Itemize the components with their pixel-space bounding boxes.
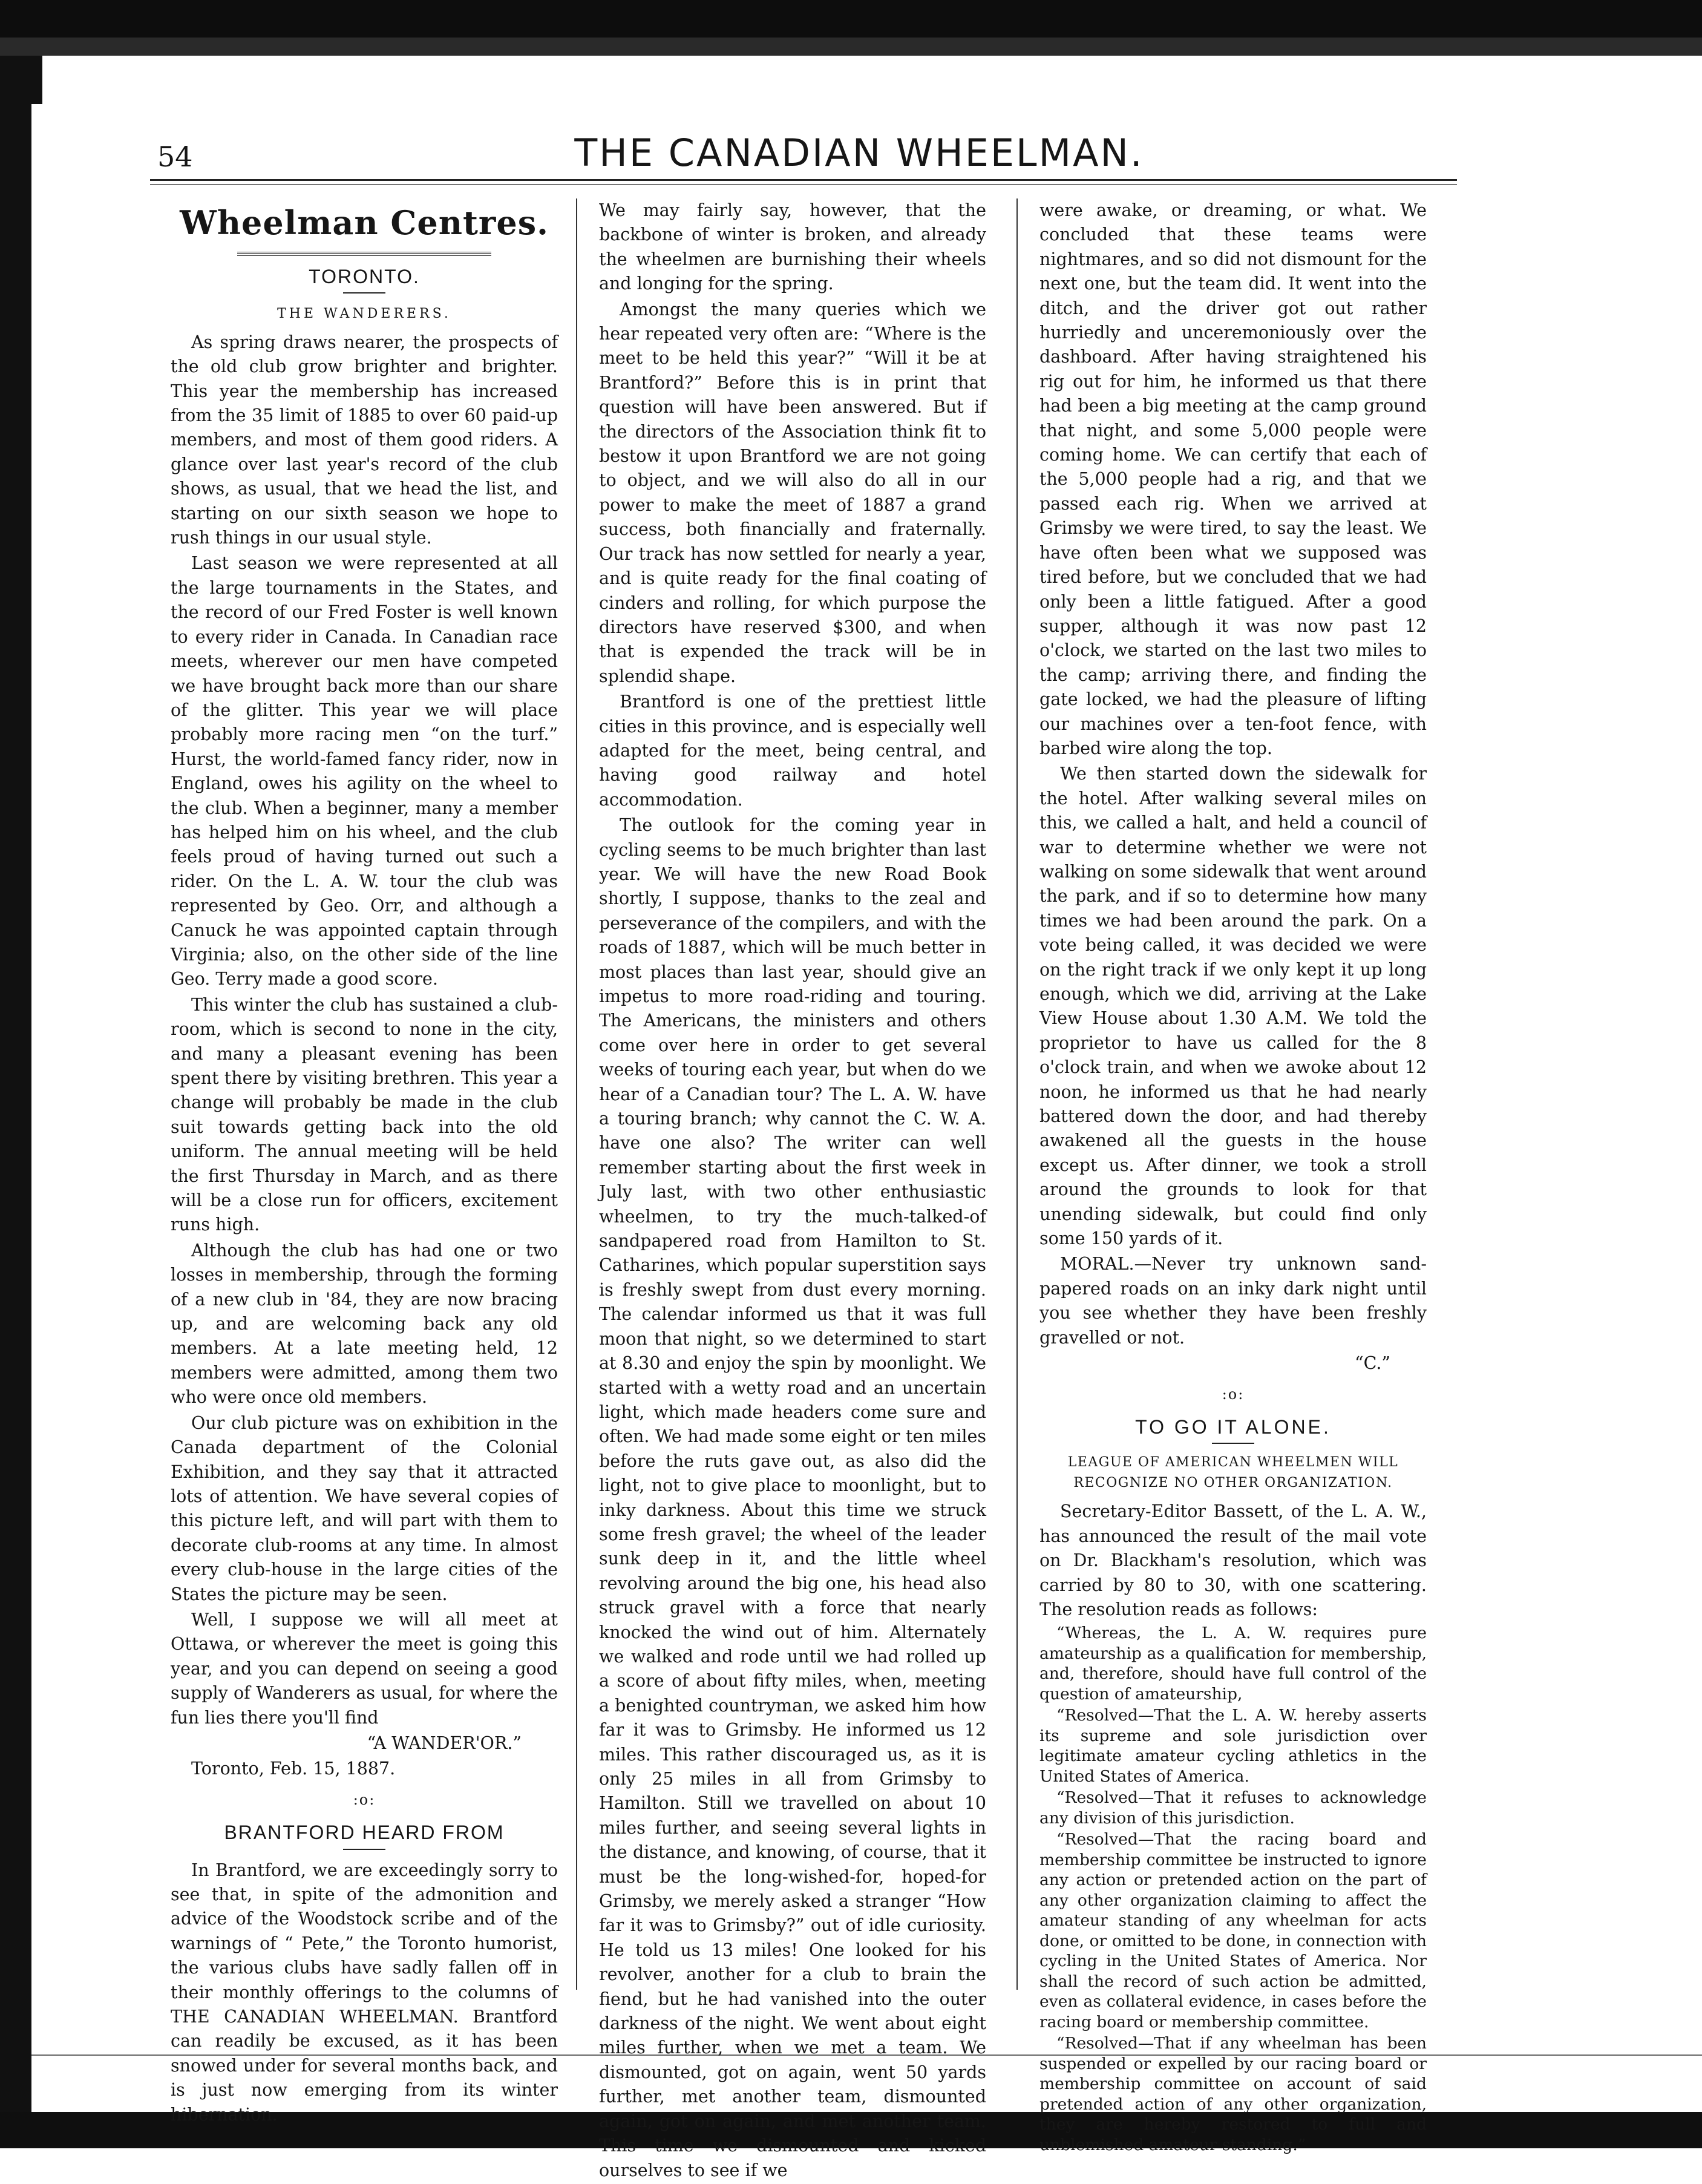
signature: “A WANDER'OR.”	[367, 1733, 522, 1753]
column-2	[599, 198, 986, 2184]
subhead-toronto: TORONTO.	[309, 266, 420, 287]
resolution-clause: “Resolved—That the racing board and membership committee be instructed to ignore any action or pretended action on the part of any other organization claiming to affect the amateur standing of any wheelman for acts done, or omitted to be done, in connection with cycling in the United States of America. Nor shall the record of such action be admitted, even as collateral evidence, in cases before the racing board or membership committee.	[1039, 1830, 1427, 2032]
column-divider	[1016, 198, 1018, 1990]
paragraph: This winter the club has sustained a club-room, which is second to none in the city, and many a pleasant evening has been spent there by visiting brethren. This year a change will probably be made in the club suit towards getting back into the old uniform. The annual meeting will be held the first Thursday in March, and as there will be a close run for officers, excitement runs high.	[171, 994, 558, 1235]
paragraph: Brantford is one of the prettiest little cities in this province, and is especially well adapted for the meet, being central, and having good railway and hotel accommodation.	[599, 692, 986, 810]
paragraph: Secretary-Editor Bassett, of the L. A. W., has announced the result of the mail vote on Dr. Blackham's resolution, which was carried by 80 to 30, with one scattering. The resolution reads as follows:	[1039, 1501, 1427, 1619]
column-1	[171, 198, 558, 2128]
dateline: Toronto, Feb. 15, 1887.	[191, 1759, 396, 1779]
column-divider	[576, 198, 577, 1990]
paragraph-text: In Brantford, we are exceedingly sorry to see that, in spite of the admonition and advice of the Woodstock scribe and of the warnings of “ Pete,” the Toronto humorist, the various clubs have sadly fallen off in their monthly offerings to the columns of	[171, 1860, 558, 2002]
paragraph: As spring draws nearer, the prospects of the old club grow brighter and brighter. This year the membership has increased from the 35 limit of 1885 to over 60 paid-up members, and most of them good riders. A glance over last year's record of the club shows, as usual, that we head the list, and starting on our sixth season we hope to rush things in our usual style.	[171, 332, 558, 548]
running-head-title: THE CANADIAN WHEELMAN.	[574, 131, 1144, 175]
section-divider: :o:	[353, 1791, 376, 1808]
section-divider: :o:	[1222, 1385, 1245, 1403]
short-rule	[343, 1849, 385, 1850]
resolution-block	[1039, 1623, 1427, 2155]
paragraph: The outlook for the coming year in cycling seems to be much brighter than last year. We will have the new Road Book shortly, I suppose, thanks to the zeal and perseverance of the compilers, and with the roads of 1887, which will be much better in most places than last year, should give an impetus to more road-riding and touring. The Americans, the ministers and others come over here in order to get several weeks of touring each year, but when do we hear of a Canadian tour? The L. A. W. have a touring branch; why cannot the C. W. A. have one also? The writer can well remember starting about the first week in July last, with two other enthusiastic wheelmen, to try the much-talked-of sandpapered road from Hamilton to St. Catharines, which popular superstition says is freshly swept from dust every morning. The calendar informed us that it was full moon that night, so we determined to start at 8.30 and enjoy the spin by moonlight. We started with a wetty road and an uncertain light, which made headers come sure and often. We had made some eight or ten miles before the ruts gave out, as also did the light, not to give place to moonlight, but to inky darkness. About this time we struck some fresh gravel; the wheel of the leader sunk deep in it, and the little wheel revolving around the big one, his head also struck gravel with a force that nearly knocked the wind out of him. Alternately we walked and rode until we had rolled up a score of about fifty miles, when, meeting a benighted countryman, we asked him how far it was to Grimsby. He informed us 12 miles. This rather discouraged us, as it is only 25 miles in all from Grimsby to Hamilton. Still we travelled on about 10 miles further, and seeing several lights in the distance, and knowing, of course, that it must be the long-wished-for, hoped-for Grimsby, we merely asked a stranger “How far it was to Grimsby?” out of idle curiosity. He told us 13 miles! One looked for his revolver, another for a club to brain the fiend, but he had vanished into the outer darkness of the night. We went about eight miles further, when we met a team. We dismounted, got on again, went 50 yards further, met another team, dismounted again, got on again, and met another team. This time we dismounted and kicked ourselves to see if we	[599, 815, 986, 2180]
paragraph: Although the club has had one or two losses in membership, through the forming of a new club in '84, they are now bracing up, and are welcoming back any old members. At a late meeting held, 12 members were admitted, among them two who were once old members.	[171, 1240, 558, 1408]
page-number: 54	[157, 140, 193, 173]
league-heading: LEAGUE OF AMERICAN WHEELMEN WILL RECOGNIZE NO OTHER ORGANIZATION.	[1067, 1455, 1399, 1491]
subhead-brantford: BRANTFORD HEARD FROM	[224, 1822, 505, 1844]
signature: “C.”	[1355, 1353, 1390, 1374]
scan-border-top-shadow	[0, 38, 1702, 56]
resolution-clause: “Resolved—That it refuses to acknowledge any division of this jurisdiction.	[1039, 1788, 1427, 1828]
section-title: Wheelman Centres.	[180, 203, 549, 242]
header-rule	[150, 179, 1457, 181]
paragraph: were awake, or dreaming, or what. We concluded that these teams were nightmares, and so did not dismount for the next one, but the team did. It went into the ditch, and the driver got out rather hurriedly and unceremoniously over the dashboard. After having straightened his rig out for him, he informed us that there had been a big meeting at the camp ground that night, and some 5,000 people were coming home. We can certify that each of the 5,000 people had a rig, and that we passed each rig. When we arrived at Grimsby we were tired, to say the least. We have often been what we supposed was tired before, but we concluded that we had only been a little fatigued. After a good supper, although it was now past 12 o'clock, we started on the last two miles to the camp; arriving there, and finding the gate locked, we had the pleasure of lifting our machines over a ten-foot fence, with barbed wire along the top.	[1039, 200, 1427, 758]
scan-border-top	[0, 0, 1702, 38]
club-heading: THE WANDERERS.	[277, 306, 451, 322]
paragraph: Well, I suppose we will all meet at Ottawa, or wherever the meet is going this year, and you can depend on seeing a good supply of Wanderers as usual, for where the fun lies there you'll find	[171, 1609, 558, 1728]
header-rule-thin	[150, 184, 1457, 185]
paragraph: Our club picture was on exhibition in the Canada department of the Colonial Exhibition, and they say that it attracted lots of attention. We have several copies of this picture left, and will part with them to decorate club-rooms at any time. In almost every club-house in the large cities of the States the picture may be seen.	[171, 1412, 558, 1604]
resolution-clause: “Whereas, the L. A. W. requires pure amateurship as a qualification for membership, and, therefore, should have full control of the question of amateurship,	[1039, 1624, 1427, 1704]
column-3	[1039, 198, 1427, 2156]
resolution-clause: “Resolved—That if any wheelman has been suspended or expelled by our racing board or membership committee on account of said pretended action of any other organization, they are hereby restored to full and unblemished amateur standing.”	[1039, 2034, 1427, 2154]
short-rule	[343, 292, 385, 293]
paragraph	[171, 1858, 558, 2127]
publication-name: THE CANADIAN WHEELMAN.	[171, 2007, 459, 2027]
paragraph-text: Brantford can readily be excused, as it has been snowed under for several months back, and is just now emerging from its winter hibernation.	[171, 2007, 558, 2125]
section-title-alone: TO GO IT ALONE.	[1135, 1415, 1331, 1438]
title-rule	[237, 252, 491, 256]
scan-border-left	[0, 85, 31, 2148]
paragraph: Amongst the many queries which we hear repeated very often are: “Where is the meet to be held this year?” “Will it be at Brantford?” Before this is in print that question will have been answered. But if the directors of the Association think fit to bestow it upon Brantford we are not going to object, and we will also do all in our power to make the meet of 1887 a grand success, both financially and fraternally. Our track has now settled for nearly a year, and is quite ready for the final coating of cinders and rolling, for which purpose the directors have reserved $300, and when that is expended the track will be in splendid shape.	[599, 299, 986, 686]
resolution-clause: “Resolved—That the L. A. W. hereby asserts its supreme and sole jurisdiction over legitimate amateur cycling athletics in the United States of America.	[1039, 1706, 1427, 1786]
paragraph: We may fairly say, however, that the backbone of winter is broken, and already the wheelmen are burnishing their wheels and longing for the spring.	[599, 200, 986, 294]
short-rule	[1212, 1443, 1254, 1444]
paragraph: MORAL.—Never try unknown sand-papered roads on an inky dark night until you see whether they have been freshly gravelled or not.	[1039, 1254, 1427, 1348]
paragraph: We then started down the sidewalk for the hotel. After walking several miles on this, we called a halt, and held a council of war to determine whether we were not walking on some sidewalk that went around the park, and if so to determine how many times we had been around the park. On a vote being called, it was decided we were on the right track if we only kept it up long enough, which we did, arriving at the Lake View House about 1.30 A.M. We told the proprietor to have us called for the 8 o'clock train, and when we awoke about 12 noon, he informed us that he had nearly battered down the door, and had thereby awakened all the guests in the house except us. After dinner, we took a stroll around the grounds to look for that unending sidewalk, but could find only some 150 yards of it.	[1039, 764, 1427, 1249]
paragraph: Last season we were represented at all the large tournaments in the States, and the record of our Fred Foster is well known to every rider in Canada. In Canadian race meets, wherever our men have competed we have brought back more than our share of the glitter. This year we will place probably more racing men “on the turf.” Hurst, the world-famed fancy rider, now in England, owes his agility on the wheel to the club. When a beginner, many a member has helped him on his wheel, and the club feels proud of having turned out such a rider. On the L. A. W. tour the club was represented by Geo. Orr, and although a Canuck he was appointed captain through Virginia; also, on the other side of the line Geo. Terry made a good score.	[171, 553, 558, 989]
